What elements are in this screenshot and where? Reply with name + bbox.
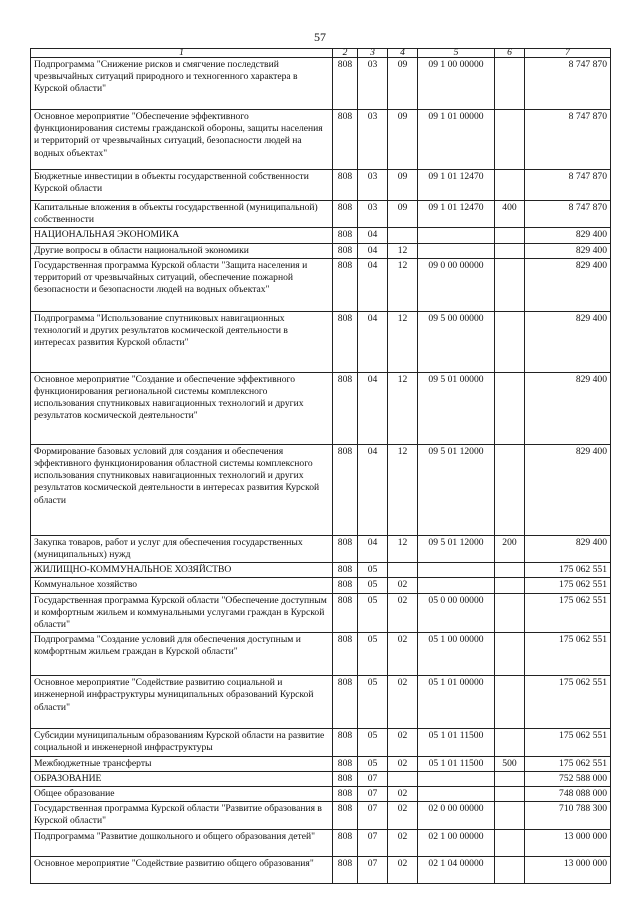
target-article-code-cell: 02 1 04 00000: [418, 856, 495, 883]
amount-cell: 13 000 000: [525, 856, 611, 883]
section-code-cell: 04: [358, 535, 388, 562]
subsection-code-cell: 02: [388, 802, 418, 829]
section-code-cell: 07: [358, 802, 388, 829]
target-article-code-cell: 09 5 01 12000: [418, 444, 495, 535]
amount-cell: 752 588 000: [525, 771, 611, 786]
row-name-cell: Основное мероприятие "Содействие развитию общего образования": [31, 856, 333, 883]
subsection-code-cell: 12: [388, 444, 418, 535]
subsection-code-cell: 02: [388, 729, 418, 756]
subsection-code-cell: 09: [388, 58, 418, 110]
amount-cell: 175 062 551: [525, 563, 611, 578]
expense-type-code-cell: 500: [495, 756, 525, 771]
expense-type-code-cell: [495, 856, 525, 883]
section-code-cell: 03: [358, 170, 388, 201]
target-article-code-cell: 09 1 01 00000: [418, 110, 495, 170]
target-article-code-cell: 05 1 01 11500: [418, 729, 495, 756]
column-header: 5: [418, 49, 495, 58]
target-article-code-cell: 02 1 00 00000: [418, 829, 495, 856]
subsection-code-cell: 02: [388, 633, 418, 676]
section-code-cell: 07: [358, 787, 388, 802]
expense-type-code-cell: [495, 563, 525, 578]
ministry-code-cell: 808: [333, 578, 358, 593]
expense-type-code-cell: [495, 311, 525, 372]
row-name-cell: Государственная программа Курской области "Обеспечение доступным и комфортным жильем и коммунальными услугами граждан в Курской области": [31, 593, 333, 633]
target-article-code-cell: 09 5 01 00000: [418, 372, 495, 444]
row-name-cell: Межбюджетные трансферты: [31, 756, 333, 771]
expense-type-code-cell: [495, 170, 525, 201]
table-row: [31, 756, 611, 771]
row-name-cell: Подпрограмма "Использование спутниковых навигационных технологий и других результатов космической деятельности в интересах развития Курской области": [31, 311, 333, 372]
ministry-code-cell: 808: [333, 593, 358, 633]
subsection-code-cell: 09: [388, 170, 418, 201]
ministry-code-cell: 808: [333, 563, 358, 578]
expense-type-code-cell: [495, 578, 525, 593]
subsection-code-cell: 02: [388, 578, 418, 593]
target-article-code-cell: 05 1 01 00000: [418, 676, 495, 729]
column-header: 3: [358, 49, 388, 58]
table-row: [31, 563, 611, 578]
table-row: [31, 444, 611, 535]
table-row: [31, 593, 611, 633]
expense-type-code-cell: 400: [495, 201, 525, 228]
target-article-code-cell: 09 1 00 00000: [418, 58, 495, 110]
row-name-cell: Субсидии муниципальным образованиям Курской области на развитие социальной и инженерной инфраструктуры: [31, 729, 333, 756]
page-number: 57: [314, 30, 326, 44]
subsection-code-cell: 09: [388, 110, 418, 170]
table-row: [31, 372, 611, 444]
section-code-cell: 04: [358, 444, 388, 535]
ministry-code-cell: 808: [333, 243, 358, 258]
amount-cell: 829 400: [525, 444, 611, 535]
subsection-code-cell: 12: [388, 258, 418, 311]
table-row: [31, 311, 611, 372]
row-name-cell: ЖИЛИЩНО-КОММУНАЛЬНОЕ ХОЗЯЙСТВО: [31, 563, 333, 578]
table-row: [31, 578, 611, 593]
row-name-cell: Основное мероприятие "Создание и обеспечение эффективного функционирования региональной системы комплексного использования спутниковых навигационных технологий и других результатов космической деятельности": [31, 372, 333, 444]
table-row: [31, 633, 611, 676]
subsection-code-cell: 02: [388, 756, 418, 771]
target-article-code-cell: [418, 228, 495, 243]
amount-cell: 829 400: [525, 372, 611, 444]
amount-cell: 8 747 870: [525, 201, 611, 228]
target-article-code-cell: 09 1 01 12470: [418, 170, 495, 201]
amount-cell: 175 062 551: [525, 756, 611, 771]
ministry-code-cell: 808: [333, 633, 358, 676]
row-name-cell: Другие вопросы в области национальной экономики: [31, 243, 333, 258]
column-header: 7: [525, 49, 611, 58]
amount-cell: 829 400: [525, 311, 611, 372]
subsection-code-cell: 12: [388, 243, 418, 258]
target-article-code-cell: [418, 563, 495, 578]
target-article-code-cell: [418, 578, 495, 593]
expense-type-code-cell: [495, 593, 525, 633]
table-header-row: [31, 49, 611, 58]
expense-type-code-cell: [495, 228, 525, 243]
table-row: [31, 258, 611, 311]
ministry-code-cell: 808: [333, 311, 358, 372]
subsection-code-cell: [388, 228, 418, 243]
section-code-cell: 05: [358, 676, 388, 729]
section-code-cell: 05: [358, 756, 388, 771]
ministry-code-cell: 808: [333, 201, 358, 228]
section-code-cell: 05: [358, 593, 388, 633]
row-name-cell: Бюджетные инвестиции в объекты государственной собственности Курской области: [31, 170, 333, 201]
row-name-cell: Основное мероприятие "Содействие развитию социальной и инженерной инфраструктуры муниципальных образований Курской области": [31, 676, 333, 729]
table-row: [31, 201, 611, 228]
section-code-cell: 05: [358, 729, 388, 756]
ministry-code-cell: 808: [333, 228, 358, 243]
row-name-cell: Закупка товаров, работ и услуг для обеспечения государственных (муниципальных) нужд: [31, 535, 333, 562]
section-code-cell: 03: [358, 201, 388, 228]
subsection-code-cell: 12: [388, 311, 418, 372]
table-row: [31, 228, 611, 243]
row-name-cell: Подпрограмма "Создание условий для обеспечения доступным и комфортным жильем граждан в Курской области": [31, 633, 333, 676]
subsection-code-cell: 02: [388, 829, 418, 856]
row-name-cell: ОБРАЗОВАНИЕ: [31, 771, 333, 786]
ministry-code-cell: 808: [333, 535, 358, 562]
column-header: 2: [333, 49, 358, 58]
section-code-cell: 03: [358, 58, 388, 110]
ministry-code-cell: 808: [333, 258, 358, 311]
section-code-cell: 05: [358, 578, 388, 593]
target-article-code-cell: 05 1 01 11500: [418, 756, 495, 771]
expense-type-code-cell: 200: [495, 535, 525, 562]
expense-type-code-cell: [495, 676, 525, 729]
table-row: [31, 243, 611, 258]
section-code-cell: 04: [358, 372, 388, 444]
column-header: 6: [495, 49, 525, 58]
section-code-cell: 07: [358, 771, 388, 786]
target-article-code-cell: 09 1 01 12470: [418, 201, 495, 228]
table-row: [31, 771, 611, 786]
amount-cell: 8 747 870: [525, 170, 611, 201]
subsection-code-cell: [388, 563, 418, 578]
target-article-code-cell: 09 5 01 12000: [418, 535, 495, 562]
row-name-cell: Капитальные вложения в объекты государственной (муниципальной) собственности: [31, 201, 333, 228]
row-name-cell: Подпрограмма "Снижение рисков и смягчение последствий чрезвычайных ситуаций природного и техногенного характера в Курской области": [31, 58, 333, 110]
subsection-code-cell: 12: [388, 372, 418, 444]
target-article-code-cell: 02 0 00 00000: [418, 802, 495, 829]
column-header: 1: [31, 49, 333, 58]
expense-type-code-cell: [495, 243, 525, 258]
amount-cell: 710 788 300: [525, 802, 611, 829]
amount-cell: 829 400: [525, 258, 611, 311]
expense-type-code-cell: [495, 258, 525, 311]
row-name-cell: Общее образование: [31, 787, 333, 802]
amount-cell: 829 400: [525, 535, 611, 562]
amount-cell: 829 400: [525, 228, 611, 243]
ministry-code-cell: 808: [333, 170, 358, 201]
ministry-code-cell: 808: [333, 729, 358, 756]
subsection-code-cell: 09: [388, 201, 418, 228]
table-row: [31, 787, 611, 802]
row-name-cell: Подпрограмма "Развитие дошкольного и общего образования детей": [31, 829, 333, 856]
table-row: [31, 676, 611, 729]
subsection-code-cell: 12: [388, 535, 418, 562]
row-name-cell: Основное мероприятие "Обеспечение эффективного функционирования системы гражданской обороны, защиты населения и территорий от чрезвычайных ситуаций, безопасности людей на водных объектах": [31, 110, 333, 170]
row-name-cell: Государственная программа Курской области "Развитие образования в Курской области": [31, 802, 333, 829]
section-code-cell: 07: [358, 829, 388, 856]
budget-table: [30, 48, 611, 884]
target-article-code-cell: [418, 787, 495, 802]
ministry-code-cell: 808: [333, 787, 358, 802]
table-row: [31, 802, 611, 829]
subsection-code-cell: 02: [388, 787, 418, 802]
section-code-cell: 04: [358, 228, 388, 243]
ministry-code-cell: 808: [333, 856, 358, 883]
amount-cell: 175 062 551: [525, 593, 611, 633]
section-code-cell: 05: [358, 563, 388, 578]
section-code-cell: 05: [358, 633, 388, 676]
table-row: [31, 170, 611, 201]
table-row: [31, 856, 611, 883]
row-name-cell: НАЦИОНАЛЬНАЯ ЭКОНОМИКА: [31, 228, 333, 243]
expense-type-code-cell: [495, 110, 525, 170]
amount-cell: 175 062 551: [525, 633, 611, 676]
target-article-code-cell: 09 0 00 00000: [418, 258, 495, 311]
table-row: [31, 729, 611, 756]
ministry-code-cell: 808: [333, 110, 358, 170]
expense-type-code-cell: [495, 372, 525, 444]
expense-type-code-cell: [495, 787, 525, 802]
target-article-code-cell: 05 0 00 00000: [418, 593, 495, 633]
amount-cell: 175 062 551: [525, 729, 611, 756]
expense-type-code-cell: [495, 444, 525, 535]
amount-cell: 8 747 870: [525, 110, 611, 170]
table-row: [31, 110, 611, 170]
ministry-code-cell: 808: [333, 756, 358, 771]
ministry-code-cell: 808: [333, 676, 358, 729]
target-article-code-cell: [418, 243, 495, 258]
ministry-code-cell: 808: [333, 771, 358, 786]
target-article-code-cell: [418, 771, 495, 786]
section-code-cell: 03: [358, 110, 388, 170]
ministry-code-cell: 808: [333, 829, 358, 856]
section-code-cell: 04: [358, 311, 388, 372]
table-row: [31, 535, 611, 562]
expense-type-code-cell: [495, 729, 525, 756]
section-code-cell: 04: [358, 258, 388, 311]
subsection-code-cell: 02: [388, 856, 418, 883]
expense-type-code-cell: [495, 58, 525, 110]
expense-type-code-cell: [495, 802, 525, 829]
amount-cell: 748 088 000: [525, 787, 611, 802]
table-row: [31, 829, 611, 856]
target-article-code-cell: 05 1 00 00000: [418, 633, 495, 676]
row-name-cell: Коммунальное хозяйство: [31, 578, 333, 593]
ministry-code-cell: 808: [333, 444, 358, 535]
row-name-cell: Формирование базовых условий для создания и обеспечения эффективного функционирования областной системы комплексного использования спутниковых навигационных технологий и других результатов космической деятельности в интересах развития Курской области: [31, 444, 333, 535]
expense-type-code-cell: [495, 771, 525, 786]
section-code-cell: 04: [358, 243, 388, 258]
section-code-cell: 07: [358, 856, 388, 883]
ministry-code-cell: 808: [333, 802, 358, 829]
table-row: [31, 58, 611, 110]
amount-cell: 175 062 551: [525, 578, 611, 593]
column-header: 4: [388, 49, 418, 58]
amount-cell: 13 000 000: [525, 829, 611, 856]
row-name-cell: Государственная программа Курской области "Защита населения и территорий от чрезвычайных ситуаций, обеспечение пожарной безопасности и безопасности людей на водных объектах": [31, 258, 333, 311]
expense-type-code-cell: [495, 633, 525, 676]
ministry-code-cell: 808: [333, 372, 358, 444]
subsection-code-cell: 02: [388, 593, 418, 633]
amount-cell: 175 062 551: [525, 676, 611, 729]
amount-cell: 8 747 870: [525, 58, 611, 110]
amount-cell: 829 400: [525, 243, 611, 258]
ministry-code-cell: 808: [333, 58, 358, 110]
expense-type-code-cell: [495, 829, 525, 856]
subsection-code-cell: [388, 771, 418, 786]
subsection-code-cell: 02: [388, 676, 418, 729]
target-article-code-cell: 09 5 00 00000: [418, 311, 495, 372]
